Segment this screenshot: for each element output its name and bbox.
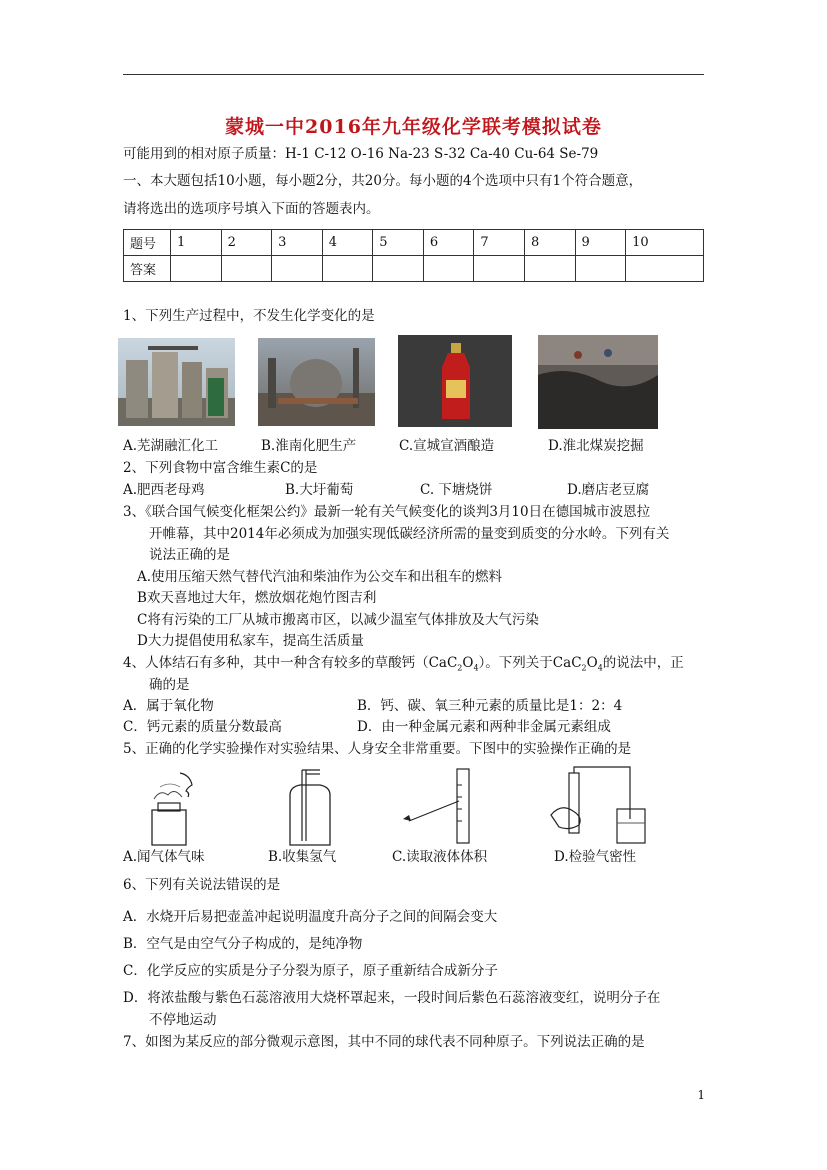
fertilizer-plant-photo (258, 338, 375, 426)
q4-option-b: B．钙、碳、氧三种元素的质量比是1：2：4 (357, 698, 623, 714)
subscript: 4 (473, 663, 479, 673)
q6-option-d-cont: 不停地运动 (149, 1012, 217, 1028)
q2-stem: 2、下列食物中富含维生素C的是 (123, 460, 318, 476)
number-cell: 3 (272, 230, 323, 256)
smell-gas-illustration (140, 765, 210, 847)
q4-option-a: A．属于氧化物 (123, 698, 214, 714)
subscript: 2 (581, 663, 587, 673)
atomic-mass-line: 可能用到的相对原子质量：H-1 C-12 O-16 Na-23 S-32 Ca-40 Cu-64 Se-79 (123, 146, 599, 162)
q4-stem-line1 (123, 654, 684, 678)
airtightness-check-illustration (545, 765, 655, 847)
q6-stem: 6、下列有关说法错误的是 (123, 877, 281, 893)
answer-cell[interactable] (626, 256, 704, 282)
answer-cell[interactable] (221, 256, 272, 282)
q2-option-d: D.磨店老豆腐 (567, 482, 650, 498)
graduated-cylinder-illustration (395, 765, 485, 847)
liquor-bottle-photo (398, 335, 512, 427)
q6-option-d: D．将浓盐酸与紫色石蕊溶液用大烧杯罩起来，一段时间后紫色石蕊溶液变红，说明分子在 (123, 990, 661, 1006)
answer-cell[interactable] (575, 256, 626, 282)
q1-option-d: D.淮北煤炭挖掘 (548, 438, 644, 454)
header-rule (123, 74, 704, 75)
answer-table-header-row (124, 230, 704, 256)
answer-cell[interactable] (322, 256, 373, 282)
q4-stem-text: ）。下列关于CaC (478, 655, 582, 671)
q4-option-d: D．由一种金属元素和两种非金属元素组成 (357, 719, 611, 735)
number-cell: 7 (474, 230, 525, 256)
answer-cell[interactable] (474, 256, 525, 282)
q5-option-d: D.检验气密性 (554, 849, 637, 865)
q1-option-c: C.宣城宣酒酿造 (399, 438, 495, 454)
q1-stem: 1、下列生产过程中，不发生化学变化的是 (123, 308, 375, 324)
section1-instruction-line2: 请将选出的选项序号填入下面的答题表内。 (123, 201, 380, 217)
number-cell: 4 (322, 230, 373, 256)
q6-option-a: A．水烧开后易把壶盖冲起说明温度升高分子之间的间隔会变大 (123, 909, 498, 925)
q3-stem-line1: 3、《联合国气候变化框架公约》最新一轮有关气候变化的谈判3月10日在德国城市波恩拉 (123, 504, 651, 520)
number-cell: 9 (575, 230, 626, 256)
q2-option-b: B.大圩葡萄 (285, 482, 354, 498)
number-cell: 6 (423, 230, 474, 256)
q6-option-c: C．化学反应的实质是分子分裂为原子，原子重新结合成新分子 (123, 963, 498, 979)
q3-option-b: B欢天喜地过大年，燃放烟花炮竹图吉利 (137, 590, 377, 606)
q2-option-c: C. 下塘烧饼 (420, 482, 493, 498)
q4-stem-line2: 确的是 (149, 677, 190, 693)
answer-table (123, 229, 704, 282)
q3-option-d: D大力提倡使用私家车，提高生活质量 (137, 633, 364, 649)
q3-option-c: C将有污染的工厂从城市搬离市区，以减少温室气体排放及大气污染 (137, 612, 539, 628)
number-cell: 2 (221, 230, 272, 256)
q4-stem-text: O (462, 655, 474, 671)
q5-stem: 5、正确的化学实验操作对实验结果、人身安全非常重要。下图中的实验操作正确的是 (123, 741, 632, 757)
number-cell: 5 (373, 230, 424, 256)
coal-mining-photo (538, 335, 658, 429)
q1-option-a: A.芜湖融汇化工 (123, 438, 219, 454)
answer-cell[interactable] (272, 256, 323, 282)
q3-stem-line2: 开帷幕，其中2014年必须成为加强实现低碳经济所需的量变到质变的分水岭。下列有关 (149, 526, 670, 542)
number-cell: 8 (524, 230, 575, 256)
subscript: 4 (597, 663, 603, 673)
q6-option-b: B．空气是由空气分子构成的，是纯净物 (123, 936, 363, 952)
q3-stem-line3: 说法正确的是 (149, 547, 230, 563)
q4-stem-text: O (586, 655, 598, 671)
q2-option-a: A.肥西老母鸡 (123, 482, 205, 498)
q7-stem: 7、如图为某反应的部分微观示意图，其中不同的球代表不同种原子。下列说法正确的是 (123, 1034, 645, 1050)
page-number: 1 (697, 1088, 705, 1102)
q5-option-b: B.收集氢气 (268, 849, 337, 865)
chemical-plant-photo (118, 338, 235, 426)
q5-option-c: C.读取液体体积 (392, 849, 488, 865)
number-cell: 1 (171, 230, 222, 256)
section1-instruction-line1: 一、本大题包括10小题，每小题2分，共20分。每小题的4个选项中只有1个符合题意， (123, 173, 643, 189)
answer-label-cell: 答案 (124, 256, 171, 282)
q3-option-a: A.使用压缩天然气替代汽油和柴油作为公交车和出租车的燃料 (137, 569, 503, 585)
q1-option-b: B.淮南化肥生产 (261, 438, 357, 454)
answer-cell[interactable] (373, 256, 424, 282)
header-label-cell: 题号 (124, 230, 171, 256)
q4-stem-text: 4、人体结石有多种，其中一种含有较多的草酸钙（CaC (123, 655, 458, 671)
q4-option-c: C．钙元素的质量分数最高 (123, 719, 282, 735)
answer-table-answer-row (124, 256, 704, 282)
subscript: 2 (457, 663, 463, 673)
q4-stem-text: 的说法中，正 (602, 655, 684, 671)
exam-title: 蒙城一中2016年九年级化学联考模拟试卷 (225, 116, 602, 138)
gas-collection-bottle-illustration (280, 765, 340, 847)
q5-option-a: A.闻气体气味 (123, 849, 205, 865)
answer-cell[interactable] (423, 256, 474, 282)
answer-cell[interactable] (524, 256, 575, 282)
number-cell: 10 (626, 230, 704, 256)
answer-cell[interactable] (171, 256, 222, 282)
